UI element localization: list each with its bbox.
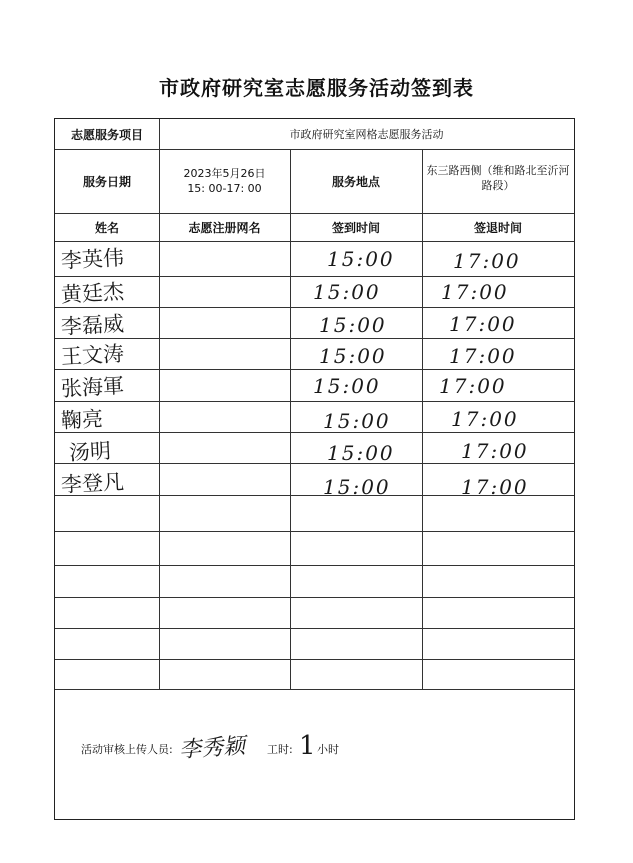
- handwritten-name: 李登凡: [60, 469, 125, 497]
- handwritten-name: 李磊威: [60, 311, 125, 339]
- project-value: 市政府研究室网格志愿服务活动: [289, 127, 444, 141]
- reviewer-label: 活动审核上传人员:: [81, 743, 173, 756]
- handwritten-signout: 17:00: [449, 312, 517, 336]
- handwritten-signout: 17:00: [449, 344, 517, 368]
- page-title: 市政府研究室志愿服务活动签到表: [159, 76, 474, 100]
- hours-unit: 小时: [317, 743, 339, 756]
- handwritten-name: 黄廷杰: [60, 279, 125, 307]
- reviewer-signature: 李秀颖: [178, 733, 246, 764]
- column-header-signin: 签到时间: [331, 220, 380, 235]
- handwritten-name: 李英伟: [60, 245, 125, 273]
- column-header-name: 姓名: [94, 220, 119, 235]
- sign-in-table: [54, 118, 575, 820]
- hours-value: 1: [299, 731, 316, 761]
- handwritten-signout: 17:00: [451, 407, 519, 431]
- handwritten-signin: 15:00: [319, 344, 387, 368]
- column-header-signout: 签退时间: [473, 220, 522, 235]
- handwritten-name: 鞠亮: [60, 406, 104, 433]
- hours-label: 工时:: [267, 743, 293, 756]
- handwritten-name: 王文涛: [60, 341, 125, 369]
- handwritten-name: 张海軍: [60, 373, 125, 401]
- date-value: 2023年5月26日: [183, 167, 266, 180]
- column-header-username: 志愿注册网名: [188, 220, 261, 235]
- handwritten-signout: 17:00: [441, 280, 509, 304]
- handwritten-signin: 15:00: [313, 280, 381, 304]
- project-label: 志愿服务项目: [70, 127, 143, 142]
- handwritten-signout: 17:00: [461, 475, 529, 499]
- time-value: 15: 00-17: 00: [187, 182, 262, 195]
- handwritten-signin: 15:00: [327, 247, 395, 271]
- location-label: 服务地点: [331, 174, 380, 189]
- handwritten-signin: 15:00: [323, 475, 391, 499]
- handwritten-signout: 17:00: [461, 439, 529, 463]
- location-value: 东三路西侧（维和路北至沂河路段）: [426, 164, 570, 192]
- handwritten-signin: 15:00: [319, 313, 387, 337]
- handwritten-signin: 15:00: [313, 374, 381, 398]
- handwritten-signin: 15:00: [327, 441, 395, 465]
- handwritten-signout: 17:00: [453, 249, 521, 273]
- handwritten-signout: 17:00: [439, 374, 507, 398]
- handwritten-signin: 15:00: [323, 409, 391, 433]
- handwritten-name: 汤明: [68, 438, 112, 465]
- date-label: 服务日期: [82, 174, 131, 189]
